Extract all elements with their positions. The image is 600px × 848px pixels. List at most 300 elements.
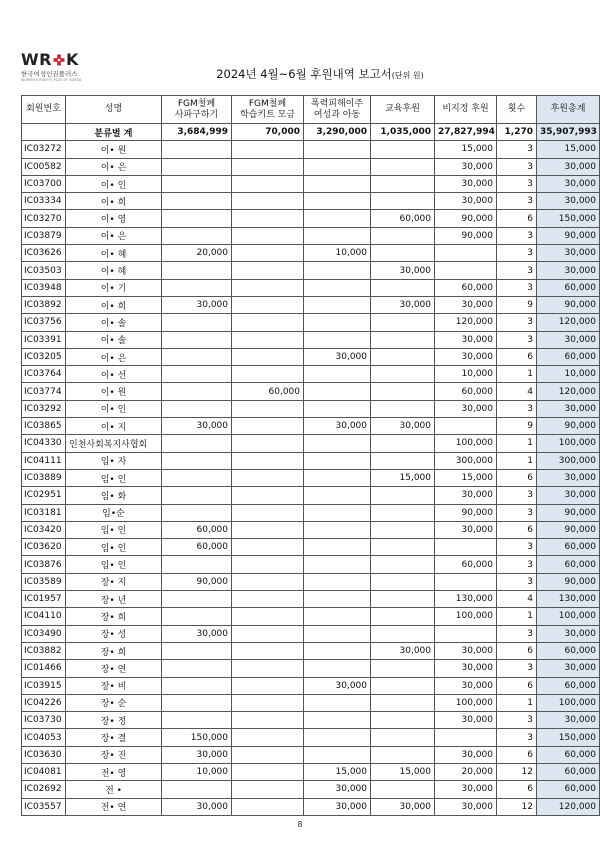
table-row xyxy=(22,642,600,659)
cell-id: IC03420 xyxy=(22,521,66,538)
cell-fgm2 xyxy=(232,296,304,313)
cell-fgm2 xyxy=(232,227,304,244)
cell-id: IC03882 xyxy=(22,642,66,659)
cell-total: 10,000 xyxy=(537,366,600,383)
column-header-fgm1: FGM철폐 사파구하기 xyxy=(162,96,232,124)
cell-fgm2 xyxy=(232,210,304,227)
cell-count: 3 xyxy=(497,625,537,642)
cell-id: IC04111 xyxy=(22,452,66,469)
cell-name: 이• 희 xyxy=(66,296,162,313)
cell-fgm1: 30,000 xyxy=(162,746,232,763)
cell-total: 30,000 xyxy=(537,469,600,486)
cell-id: IC02692 xyxy=(22,781,66,798)
cell-id: IC03272 xyxy=(22,141,66,158)
cell-undesignated: 10,000 xyxy=(435,366,497,383)
cell-violence xyxy=(304,279,371,296)
cell-edu xyxy=(371,729,435,746)
cell-count: 3 xyxy=(497,141,537,158)
cell-fgm1 xyxy=(162,504,232,521)
cell-fgm2 xyxy=(232,400,304,417)
cell-fgm2 xyxy=(232,573,304,590)
cell-name: 이• 솔 xyxy=(66,331,162,348)
cell-fgm1 xyxy=(162,348,232,365)
cell-edu xyxy=(371,487,435,504)
cell-id: IC03620 xyxy=(22,539,66,556)
cell-fgm2 xyxy=(232,608,304,625)
cell-edu xyxy=(371,781,435,798)
table-row xyxy=(22,694,600,711)
cell-total: 120,000 xyxy=(537,798,600,815)
cell-total: 100,000 xyxy=(537,435,600,452)
cell-fgm1 xyxy=(162,227,232,244)
cell-edu xyxy=(371,452,435,469)
cell-count: 3 xyxy=(497,175,537,192)
page-number: 8 xyxy=(297,820,303,829)
cell-id: IC03915 xyxy=(22,677,66,694)
cell-id: IC04226 xyxy=(22,694,66,711)
cell-violence xyxy=(304,487,371,504)
column-header-violence: 폭력피해이주 여성과 아동 xyxy=(304,96,371,124)
cell-violence xyxy=(304,141,371,158)
cell-edu: 30,000 xyxy=(371,296,435,313)
cell-undesignated: 30,000 xyxy=(435,746,497,763)
logo-wordmark xyxy=(21,52,131,68)
cell-id: IC03490 xyxy=(22,625,66,642)
cell-edu xyxy=(371,608,435,625)
cell-fgm2 xyxy=(232,193,304,210)
table-row xyxy=(22,573,600,590)
cell-undesignated xyxy=(435,539,497,556)
cell-edu: 15,000 xyxy=(371,763,435,780)
cell-name: 이• 선 xyxy=(66,366,162,383)
cell-fgm1 xyxy=(162,400,232,417)
cell-name: 장• 성 xyxy=(66,625,162,642)
cell-total: 30,000 xyxy=(537,712,600,729)
cell-fgm2 xyxy=(232,660,304,677)
cell-edu: 30,000 xyxy=(371,418,435,435)
cell-count: 3 xyxy=(497,279,537,296)
cell-fgm1: 30,000 xyxy=(162,296,232,313)
cell-id: IC03181 xyxy=(22,504,66,521)
cell-count: 6 xyxy=(497,469,537,486)
cell-count: 3 xyxy=(497,556,537,573)
summary-total: 35,907,993 xyxy=(537,124,600,141)
table-row xyxy=(22,677,600,694)
cell-total: 300,000 xyxy=(537,452,600,469)
cell-fgm1: 30,000 xyxy=(162,798,232,815)
cell-id: IC03764 xyxy=(22,366,66,383)
cell-undesignated: 30,000 xyxy=(435,521,497,538)
cell-id: IC03334 xyxy=(22,193,66,210)
logo-mark-icon xyxy=(53,54,65,66)
table-row xyxy=(22,435,600,452)
cell-undesignated: 30,000 xyxy=(435,175,497,192)
table-row xyxy=(22,729,600,746)
table-row xyxy=(22,798,600,815)
cell-edu xyxy=(371,314,435,331)
cell-name: 전• 연 xyxy=(66,798,162,815)
cell-total: 130,000 xyxy=(537,591,600,608)
cell-fgm2 xyxy=(232,435,304,452)
cell-undesignated xyxy=(435,418,497,435)
table-row xyxy=(22,521,600,538)
cell-violence xyxy=(304,712,371,729)
cell-total: 120,000 xyxy=(537,383,600,400)
cell-name: 인천사회복지사협회 xyxy=(66,435,162,452)
cell-name: 장• 비 xyxy=(66,677,162,694)
cell-edu xyxy=(371,175,435,192)
cell-undesignated: 30,000 xyxy=(435,348,497,365)
cell-total: 60,000 xyxy=(537,746,600,763)
cell-edu: 30,000 xyxy=(371,262,435,279)
logo-korean-name: 한국여성인권플러스 xyxy=(21,70,78,78)
cell-id: IC03205 xyxy=(22,348,66,365)
cell-edu xyxy=(371,521,435,538)
table-row xyxy=(22,314,600,331)
cell-fgm2 xyxy=(232,504,304,521)
cell-fgm1 xyxy=(162,279,232,296)
logo-english-name: WOMEN'S RIGHTS PLUS OF KOREA xyxy=(21,78,82,82)
cell-name: 이• 은 xyxy=(66,158,162,175)
cell-count: 9 xyxy=(497,418,537,435)
cell-fgm1 xyxy=(162,262,232,279)
cell-fgm1 xyxy=(162,694,232,711)
cell-id: IC03292 xyxy=(22,400,66,417)
cell-undesignated: 90,000 xyxy=(435,504,497,521)
cell-count: 3 xyxy=(497,504,537,521)
cell-total: 120,000 xyxy=(537,314,600,331)
cell-edu xyxy=(371,556,435,573)
column-header-total: 후원총계 xyxy=(537,96,600,124)
cell-count: 9 xyxy=(497,296,537,313)
cell-violence xyxy=(304,296,371,313)
cell-undesignated: 30,000 xyxy=(435,660,497,677)
cell-violence xyxy=(304,469,371,486)
cell-edu xyxy=(371,694,435,711)
cell-id: IC03270 xyxy=(22,210,66,227)
cell-violence xyxy=(304,435,371,452)
cell-edu xyxy=(371,383,435,400)
cell-count: 3 xyxy=(497,573,537,590)
table-row xyxy=(22,504,600,521)
cell-fgm2 xyxy=(232,694,304,711)
summary-row xyxy=(22,124,600,141)
cell-fgm1: 90,000 xyxy=(162,573,232,590)
logo-word-right: K xyxy=(65,50,79,69)
cell-name: 이• 솔 xyxy=(66,314,162,331)
cell-violence xyxy=(304,210,371,227)
cell-count: 3 xyxy=(497,314,537,331)
cell-fgm2 xyxy=(232,331,304,348)
table-row xyxy=(22,227,600,244)
cell-violence: 10,000 xyxy=(304,245,371,262)
cell-violence xyxy=(304,383,371,400)
table-row xyxy=(22,418,600,435)
cell-fgm2 xyxy=(232,625,304,642)
table-row xyxy=(22,383,600,400)
cell-fgm2 xyxy=(232,452,304,469)
cell-undesignated: 30,000 xyxy=(435,642,497,659)
cell-name: 이• 은 xyxy=(66,348,162,365)
cell-undesignated: 30,000 xyxy=(435,781,497,798)
table-row xyxy=(22,348,600,365)
cell-id: IC03879 xyxy=(22,227,66,244)
cell-count: 3 xyxy=(497,660,537,677)
cell-fgm2 xyxy=(232,418,304,435)
cell-fgm1 xyxy=(162,556,232,573)
cell-violence xyxy=(304,539,371,556)
cell-edu: 15,000 xyxy=(371,469,435,486)
cell-fgm1 xyxy=(162,452,232,469)
cell-name: 이• 지 xyxy=(66,418,162,435)
cell-total: 150,000 xyxy=(537,210,600,227)
table-row xyxy=(22,660,600,677)
summary-fgm2: 70,000 xyxy=(232,124,304,141)
cell-count: 12 xyxy=(497,763,537,780)
cell-count: 3 xyxy=(497,262,537,279)
cell-count: 3 xyxy=(497,539,537,556)
cell-fgm2 xyxy=(232,746,304,763)
cell-total: 150,000 xyxy=(537,729,600,746)
table-row xyxy=(22,158,600,175)
cell-fgm1 xyxy=(162,175,232,192)
cell-total: 60,000 xyxy=(537,279,600,296)
cell-violence xyxy=(304,366,371,383)
cell-undesignated xyxy=(435,729,497,746)
cell-name: 임• 인 xyxy=(66,539,162,556)
cell-violence xyxy=(304,591,371,608)
cell-count: 3 xyxy=(497,487,537,504)
table-row xyxy=(22,487,600,504)
cell-id: IC04053 xyxy=(22,729,66,746)
cell-fgm2 xyxy=(232,348,304,365)
logo-word-left: WR xyxy=(21,50,52,69)
cell-total: 90,000 xyxy=(537,573,600,590)
cell-violence xyxy=(304,193,371,210)
cell-violence: 30,000 xyxy=(304,677,371,694)
organization-logo xyxy=(21,52,131,86)
cell-count: 12 xyxy=(497,798,537,815)
cell-violence xyxy=(304,608,371,625)
cell-edu xyxy=(371,158,435,175)
cell-id: IC03892 xyxy=(22,296,66,313)
table-row xyxy=(22,625,600,642)
table-row xyxy=(22,141,600,158)
cell-fgm1 xyxy=(162,469,232,486)
cell-name: 이• 인 xyxy=(66,175,162,192)
table-row xyxy=(22,245,600,262)
cell-fgm2 xyxy=(232,175,304,192)
cell-edu xyxy=(371,348,435,365)
cell-violence xyxy=(304,504,371,521)
cell-count: 1 xyxy=(497,694,537,711)
cell-total: 30,000 xyxy=(537,158,600,175)
cell-fgm1 xyxy=(162,660,232,677)
cell-edu: 60,000 xyxy=(371,210,435,227)
cell-name: 임• 인 xyxy=(66,469,162,486)
cell-edu: 30,000 xyxy=(371,798,435,815)
cell-fgm2 xyxy=(232,712,304,729)
table-row xyxy=(22,469,600,486)
summary-id xyxy=(22,124,66,141)
cell-fgm2 xyxy=(232,245,304,262)
cell-count: 6 xyxy=(497,521,537,538)
column-header-id: 회원번호 xyxy=(22,96,66,124)
cell-undesignated xyxy=(435,625,497,642)
report-title-unit: (단위 원) xyxy=(391,71,424,80)
cell-name: 장• 희 xyxy=(66,642,162,659)
cell-name: 장• 진 xyxy=(66,746,162,763)
cell-count: 3 xyxy=(497,331,537,348)
cell-fgm2 xyxy=(232,262,304,279)
cell-total: 30,000 xyxy=(537,660,600,677)
cell-fgm1 xyxy=(162,712,232,729)
cell-total: 100,000 xyxy=(537,608,600,625)
cell-violence xyxy=(304,573,371,590)
cell-edu xyxy=(371,279,435,296)
cell-count: 6 xyxy=(497,746,537,763)
cell-undesignated: 30,000 xyxy=(435,487,497,504)
cell-undesignated: 30,000 xyxy=(435,158,497,175)
table-row xyxy=(22,400,600,417)
cell-total: 30,000 xyxy=(537,245,600,262)
cell-edu xyxy=(371,712,435,729)
cell-fgm2 xyxy=(232,314,304,331)
cell-undesignated xyxy=(435,573,497,590)
cell-undesignated: 300,000 xyxy=(435,452,497,469)
report-title xyxy=(170,66,470,82)
cell-fgm2 xyxy=(232,591,304,608)
cell-name: 이• 영 xyxy=(66,210,162,227)
cell-name: 이• 희 xyxy=(66,193,162,210)
table-row xyxy=(22,366,600,383)
cell-fgm1: 30,000 xyxy=(162,418,232,435)
cell-id: IC03391 xyxy=(22,331,66,348)
cell-total: 90,000 xyxy=(537,296,600,313)
cell-count: 3 xyxy=(497,400,537,417)
cell-name: 전• 영 xyxy=(66,763,162,780)
cell-undesignated: 60,000 xyxy=(435,383,497,400)
cell-total: 30,000 xyxy=(537,262,600,279)
cell-fgm1: 60,000 xyxy=(162,521,232,538)
cell-name: 이• 혜 xyxy=(66,262,162,279)
cell-edu xyxy=(371,366,435,383)
cell-edu xyxy=(371,746,435,763)
cell-fgm2 xyxy=(232,366,304,383)
cell-total: 90,000 xyxy=(537,227,600,244)
cell-fgm1 xyxy=(162,141,232,158)
cell-count: 6 xyxy=(497,781,537,798)
cell-undesignated: 90,000 xyxy=(435,210,497,227)
cell-undesignated: 130,000 xyxy=(435,591,497,608)
cell-count: 4 xyxy=(497,591,537,608)
cell-edu xyxy=(371,141,435,158)
cell-undesignated: 15,000 xyxy=(435,469,497,486)
cell-id: IC04110 xyxy=(22,608,66,625)
table-row xyxy=(22,175,600,192)
cell-fgm2 xyxy=(232,798,304,815)
cell-name: 장• 결 xyxy=(66,729,162,746)
cell-undesignated: 30,000 xyxy=(435,677,497,694)
cell-total: 60,000 xyxy=(537,677,600,694)
table-row xyxy=(22,279,600,296)
summary-undesignated: 27,827,994 xyxy=(435,124,497,141)
cell-id: IC00582 xyxy=(22,158,66,175)
cell-name: 이• 은 xyxy=(66,227,162,244)
cell-undesignated: 30,000 xyxy=(435,712,497,729)
cell-violence: 30,000 xyxy=(304,798,371,815)
cell-undesignated: 30,000 xyxy=(435,331,497,348)
cell-fgm1 xyxy=(162,366,232,383)
table-row xyxy=(22,296,600,313)
cell-id: IC01466 xyxy=(22,660,66,677)
cell-total: 30,000 xyxy=(537,625,600,642)
cell-total: 90,000 xyxy=(537,418,600,435)
cell-count: 4 xyxy=(497,383,537,400)
cell-name: 임• 인 xyxy=(66,521,162,538)
cell-total: 60,000 xyxy=(537,642,600,659)
cell-fgm2 xyxy=(232,521,304,538)
cell-id: IC03589 xyxy=(22,573,66,590)
cell-fgm1 xyxy=(162,677,232,694)
column-header-name: 성명 xyxy=(66,96,162,124)
cell-count: 3 xyxy=(497,158,537,175)
cell-id: IC03626 xyxy=(22,245,66,262)
table-row xyxy=(22,262,600,279)
table-row xyxy=(22,591,600,608)
cell-edu xyxy=(371,625,435,642)
cell-edu: 30,000 xyxy=(371,642,435,659)
cell-fgm1 xyxy=(162,781,232,798)
cell-undesignated: 15,000 xyxy=(435,141,497,158)
cell-name: 이• 원 xyxy=(66,383,162,400)
cell-total: 90,000 xyxy=(537,521,600,538)
cell-count: 3 xyxy=(497,712,537,729)
cell-total: 90,000 xyxy=(537,504,600,521)
summary-violence: 3,290,000 xyxy=(304,124,371,141)
cell-undesignated: 100,000 xyxy=(435,435,497,452)
cell-edu xyxy=(371,400,435,417)
cell-undesignated: 90,000 xyxy=(435,227,497,244)
cell-violence: 30,000 xyxy=(304,781,371,798)
cell-fgm1: 150,000 xyxy=(162,729,232,746)
table-row xyxy=(22,608,600,625)
cell-count: 1 xyxy=(497,435,537,452)
cell-name: 장• 연 xyxy=(66,660,162,677)
cell-id: IC03889 xyxy=(22,469,66,486)
summary-count: 1,270 xyxy=(497,124,537,141)
cell-fgm2 xyxy=(232,677,304,694)
cell-fgm2 xyxy=(232,487,304,504)
cell-undesignated xyxy=(435,262,497,279)
cell-undesignated: 60,000 xyxy=(435,556,497,573)
cell-name: 장• 희 xyxy=(66,608,162,625)
cell-id: IC03774 xyxy=(22,383,66,400)
column-header-edu: 교육후원 xyxy=(371,96,435,124)
cell-edu xyxy=(371,331,435,348)
cell-fgm1: 30,000 xyxy=(162,625,232,642)
table-row xyxy=(22,556,600,573)
cell-violence xyxy=(304,642,371,659)
summary-label: 분류별 계 xyxy=(66,124,162,141)
cell-fgm1: 20,000 xyxy=(162,245,232,262)
cell-name: 임•순 xyxy=(66,504,162,521)
cell-fgm1 xyxy=(162,435,232,452)
cell-id: IC04081 xyxy=(22,763,66,780)
cell-count: 1 xyxy=(497,366,537,383)
column-header-undesignated: 비지정 후원 xyxy=(435,96,497,124)
summary-fgm1: 3,684,999 xyxy=(162,124,232,141)
